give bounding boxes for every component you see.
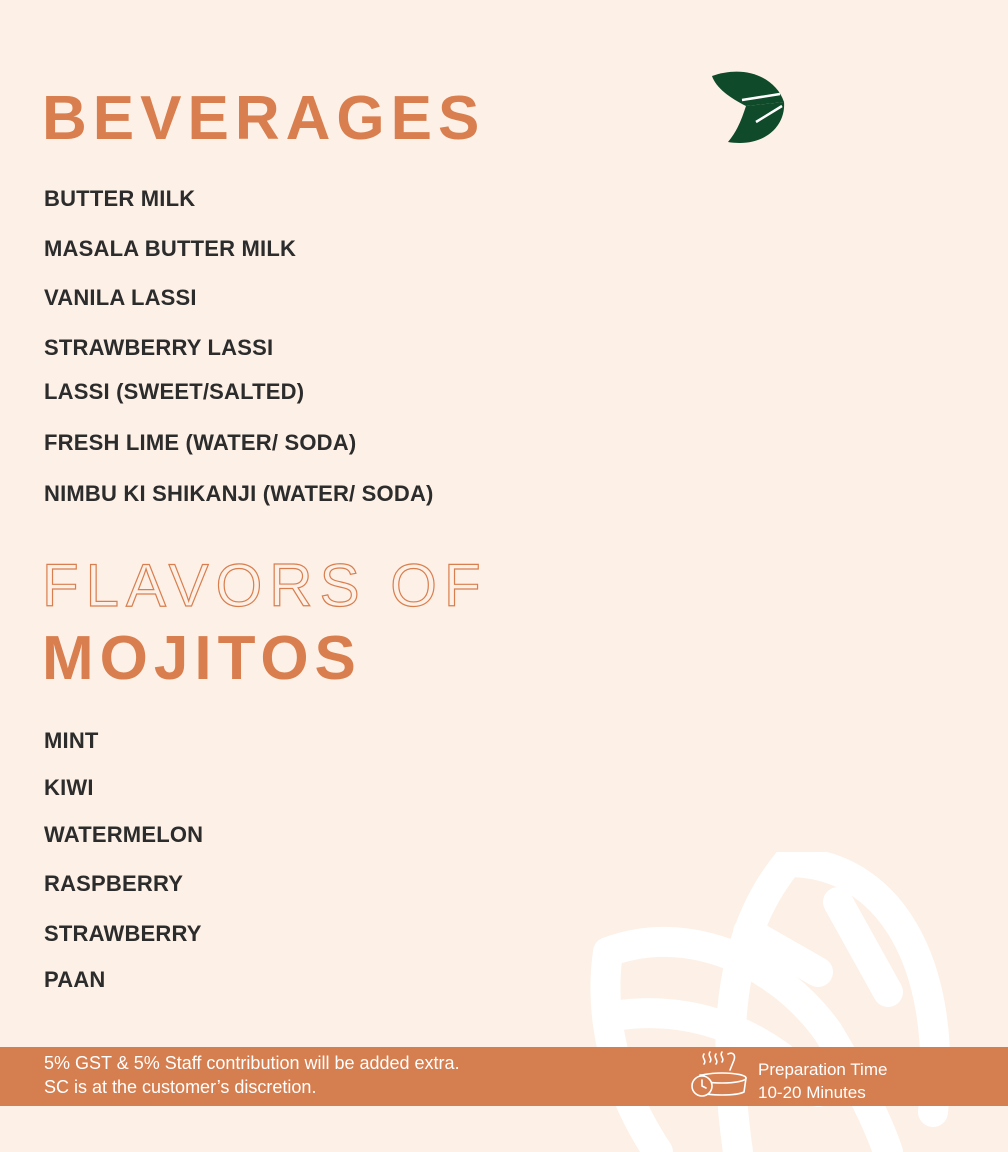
menu-item: FRESH LIME (WATER/ SODA) — [44, 430, 357, 455]
leaf-watermark-icon — [588, 852, 1008, 1152]
cooking-pot-timer-icon — [688, 1050, 750, 1102]
menu-item: STRAWBERRY LASSI — [44, 335, 274, 360]
menu-item: RASPBERRY — [44, 871, 184, 896]
tax-note: 5% GST & 5% Staff contribution will be added extra. — [44, 1053, 460, 1073]
beverages-heading: BEVERAGES — [42, 84, 486, 153]
mojitos-heading: MOJITOS — [42, 624, 362, 693]
menu-item: MASALA BUTTER MILK — [44, 236, 297, 261]
menu-item: BUTTER MILK — [44, 186, 196, 211]
menu-item: LASSI (SWEET/SALTED) — [44, 379, 305, 404]
menu-item: VANILA LASSI — [44, 285, 197, 310]
service-charge-note: SC is at the customer’s discretion. — [44, 1077, 317, 1097]
leaf-icon — [706, 68, 790, 148]
menu-item: PAAN — [44, 967, 106, 992]
menu-item: MINT — [44, 728, 99, 753]
flavors-of-heading: FLAVORS OF — [42, 552, 488, 619]
menu-item: STRAWBERRY — [44, 921, 202, 946]
menu-item: KIWI — [44, 775, 94, 800]
prep-time-value: 10-20 Minutes — [758, 1083, 866, 1102]
prep-time-label: Preparation Time — [758, 1060, 888, 1079]
menu-item: WATERMELON — [44, 822, 204, 847]
menu-item: NIMBU KI SHIKANJI (WATER/ SODA) — [44, 481, 434, 506]
